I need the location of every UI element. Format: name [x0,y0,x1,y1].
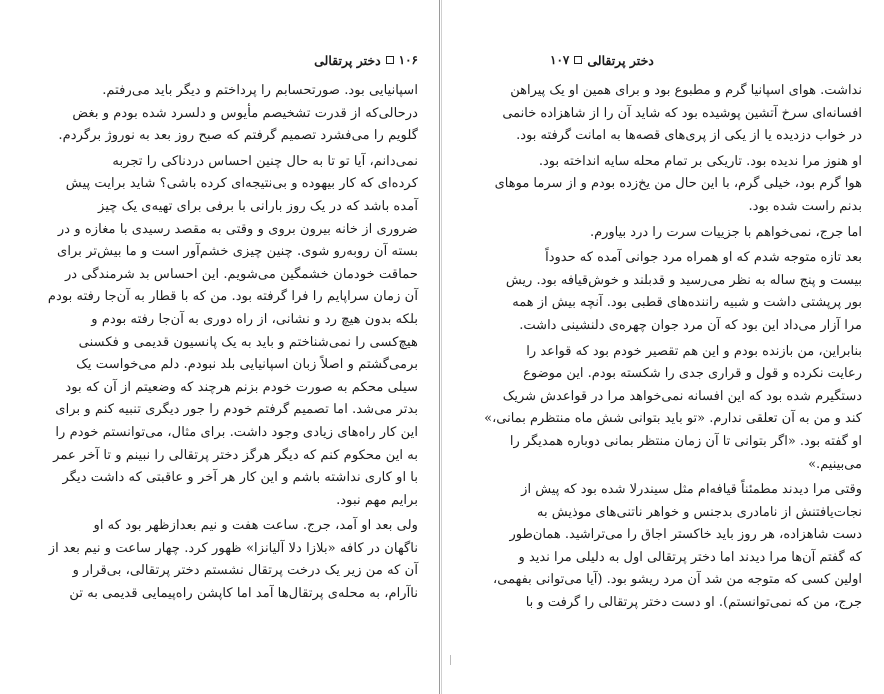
right-page-body [484,80,862,615]
text-line: آمده باشد که در یک روز بارانی با برفی برای تهیه‌ی یک چیز [98,198,418,214]
page-number: ۱۰۶ [398,53,418,67]
text-line: می‌بینیم.» [808,456,862,472]
text-line: به این محکوم کنم که دیگر هرگز دختر پرتقالی را نبینم و تا آخر عمر [53,447,418,463]
text-line: نجات‌یافتنش از نامادری بدجنس و خواهر ناتنی‌های موذیش به [537,504,862,520]
text-line: مرا آزار می‌داد این بود که آن مرد جوان چهره‌ی دلنشینی داشت. [519,317,862,333]
text-line: دست شاهزاده، هر روز باید خاکستر اجاق را می‌تراشید. همان‌طور [509,527,862,543]
text-line: کند و من به آن تعلقی ندارم. «تو باید بتوانی شش ماه منتظرم بمانی،» [484,411,862,427]
text-line: اما جرج، نمی‌خواهم با جزییات سرت را درد بیاورم. [589,224,862,240]
text-line: نمی‌دانم، آیا تو تا به حال چنین احساس دردناکی را تجربه [112,153,418,169]
text-line: بنابراین، من بازنده بودم و این هم تقصیر خودم بود که قواعد را [526,343,862,359]
text-line: حماقت خودمان خشمگین می‌شویم. این احساس بد شرمندگی در [64,266,418,282]
right-page [441,0,884,694]
text-line: نداشت. هوای اسپانیا گرم و مطبوع بود و برای همین او یک پیراهن [510,83,862,98]
text-line: هیچ‌کسی را نمی‌شناختم و باید به یک پانسیون قدیمی و فکسنی [78,334,418,350]
text-line: آن زمان سراپایم را فرا گرفته بود. من که با قطار به آن‌جا رفته بودم [47,289,418,305]
text-line: برمی‌گشتم و اصلاً زبان اسپانیایی بلد نبودم. دلم می‌خواست یک [76,357,418,373]
text-line: بور پرپشتی داشت و شبیه راننده‌های قطبی بود. آنچه بیش از همه [512,295,862,311]
text-line: آن که من زیر یک درخت پرتقال نشستم دختر پرتقالی، بی‌قرار و [72,563,418,579]
text-line: با او کاری نداشته باشم و این کار هر آخر و عاقبتی که داشت دیگر [62,470,418,486]
text-line: ضروری از خانه بیرون بروی و وقتی به مقصد رسیدی با مغازه و در [57,221,418,237]
left-page-header [258,50,418,70]
text-line: ناآرام، به محله‌ی پرتقال‌ها آمد اما کاپشن راه‌پیمایی قدیمی به تن [69,586,418,602]
text-line: افسانه‌ای سرخ آتشین پوشیده بود که شاید آن را از شاهزاده خانمی [502,105,862,121]
margin-mark [450,655,451,665]
text-line: ناگهان در کافه «بلازا دلا آلیانزا» ظهور کرد. چهار ساعت و نیم بعد از [48,540,418,556]
text-line: برایم مهم نبود. [336,492,418,508]
text-line: بعد تازه متوجه شدم که او همراه مرد جوانی آمده که حدوداً [545,250,862,266]
text-line: درحالی‌که از قدرت تشخیصم مأیوس و دلسرد شده بودم و بغض [72,105,418,121]
text-line: سیلی محکم به صورت خودم بزنم هرچند که وضعیتم از آن که بود [65,379,418,395]
text-line: بیست و پنج ساله به نظر می‌رسید و قدبلند و خوش‌قیافه بود. ریش [505,272,862,288]
text-line: جرج، من که نمی‌توانستم). او دست دختر پرتقالی را گرفت و با [525,595,862,611]
text-line: هوا گرم بود، خیلی گرم، با این حال من یخ‌زده بودم و از سرما موهای [494,176,862,192]
text-line: دستگیرم شده بود که این افسانه نمی‌خواهد مرا در قواعدش شریک [502,388,862,404]
text-line: بلکه بدون هیچ رد و نشانی، از راه دوری به آن‌جا رفته بودم و [91,311,418,327]
left-page [0,0,440,694]
text-line: کرده‌ای که کار بیهوده و بی‌نتیجه‌ای کرده باشی؟ شاید برایت پیش [65,176,418,192]
text-line: رعایت نکرده و قول و قراری جدی را شکسته بودم. این موضوع [523,366,862,382]
header-separator-square [574,56,582,64]
running-title: دختر پرتقالی [587,52,654,68]
running-title: دختر پرتقالی [314,52,381,68]
text-line: وقتی مرا دیدند مطمئناً قیافه‌ام مثل سیندرلا شده بود که پیش از [521,482,862,498]
text-line: این کار راه‌های زیادی وجود داشت. برای مثال، می‌توانستم خودم را [55,424,418,440]
right-page-header [550,50,710,70]
text-line: بسته آن رو‌به‌رو شوی. چنین چیزی خشم‌آور است و ما بیش‌تر برای [57,244,418,260]
left-page-body [26,80,418,606]
text-line: که گفتم آن‌ها مرا دیدند اما دختر پرتقالی اول به دلیلی مرا ندید و [518,549,862,565]
header-separator-square [386,56,394,64]
text-line: او گفته بود. «اگر بتوانی تا آن زمان منتظر بمانی دوباره همدیگر را [509,433,862,449]
text-line: گلویم را می‌فشرد تصمیم گرفتم که صبح روز بعد به نوروژ برگردم. [58,128,418,144]
text-line: اولین کسی که متوجه من شد آن مرد ریشو بود. (آیا می‌توانی بفهمی، [493,572,862,588]
text-line: او هنوز مرا ندیده بود. تاریکی بر تمام محله سایه انداخته بود. [538,153,862,169]
text-line: اسپانیایی بود. صورتحسابم را پرداختم و دیگر باید می‌رفتم. [102,83,418,98]
text-line: بدتر می‌شد. اما تصمیم گرفتم خودم را جور دیگری تنبیه کنم و برای [55,402,418,418]
page-number: ۱۰۷ [550,53,570,67]
text-line: در خواب دزدیده یا از یکی از پری‌های قصه‌ها به امانت گرفته بود. [516,128,862,144]
text-line: بدنم راست شده بود. [748,198,862,214]
text-line: ولی بعد او آمد، جرج. ساعت هفت و نیم بعدازظهر بود که او [93,518,418,534]
